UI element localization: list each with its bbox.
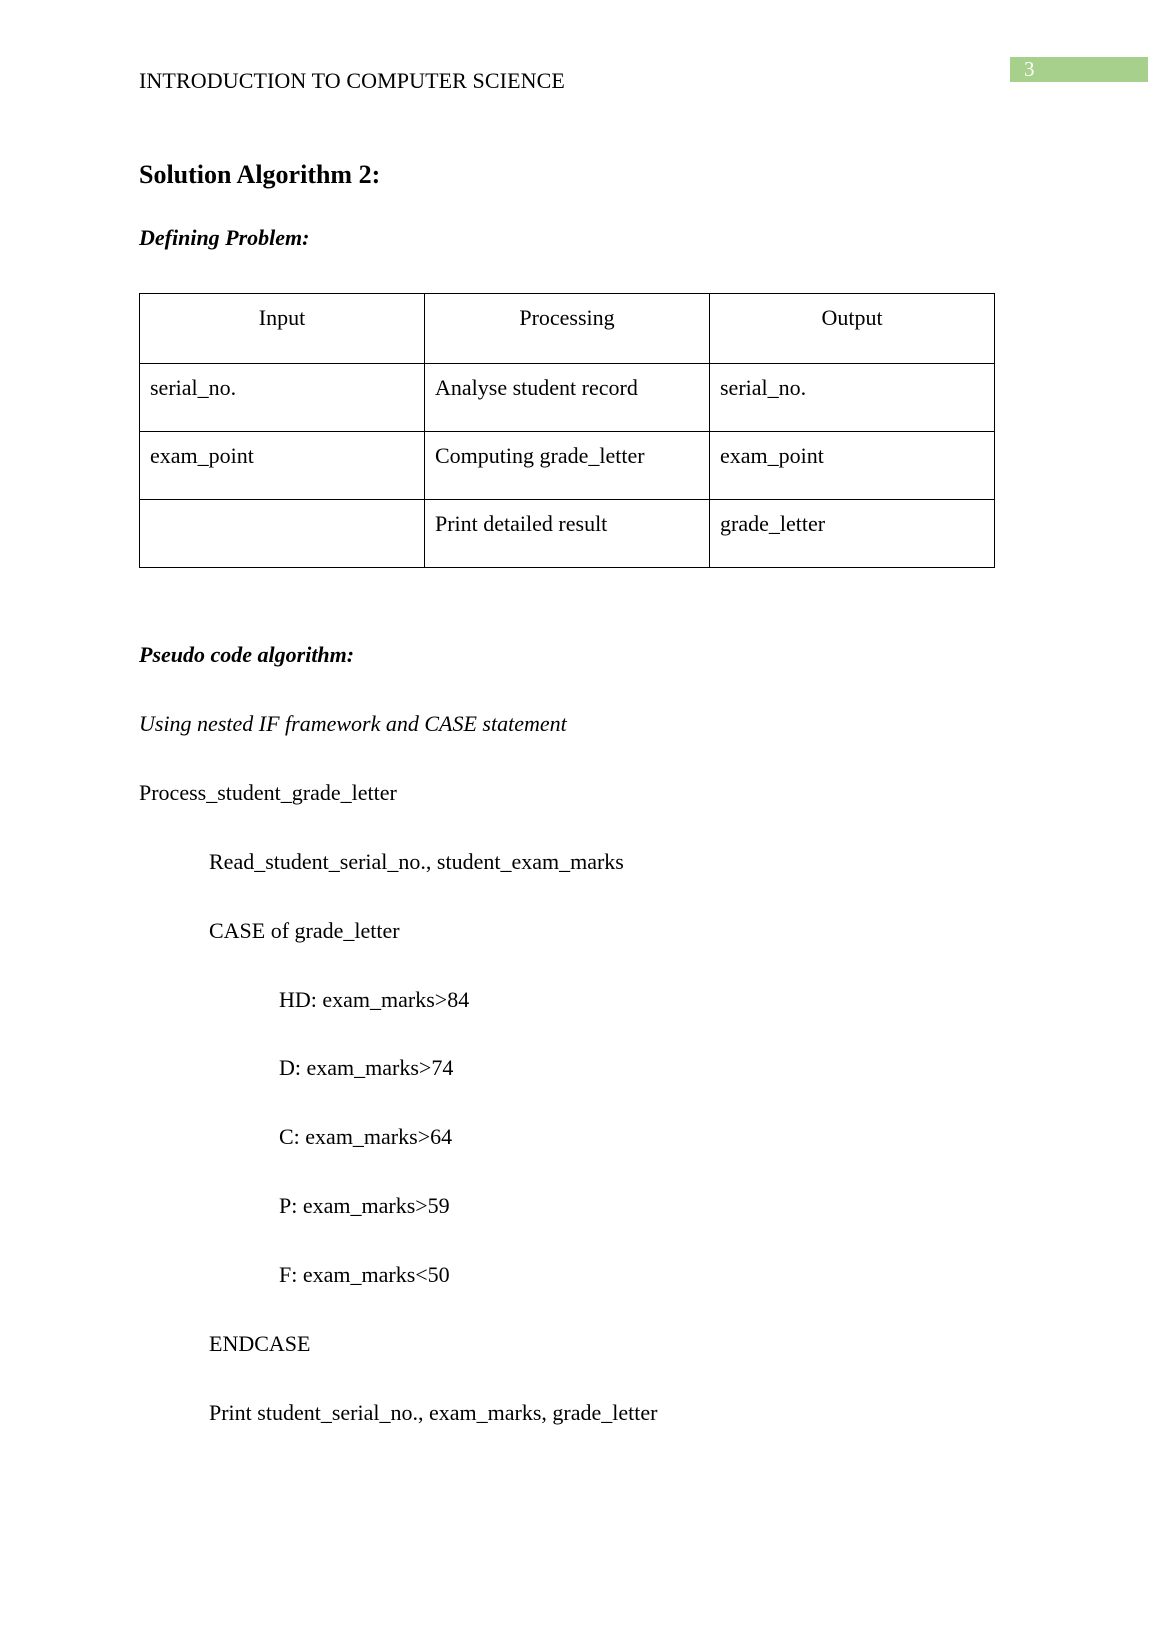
pseudo-code-line: Process_student_grade_letter	[139, 780, 397, 805]
table-cell: Analyse student record	[425, 364, 710, 432]
running-head: INTRODUCTION TO COMPUTER SCIENCE	[139, 68, 565, 93]
defining-problem-table	[139, 293, 995, 568]
table-row	[140, 500, 995, 568]
pseudo-code-line: F: exam_marks<50	[279, 1262, 450, 1287]
page-number: 3	[1010, 57, 1148, 82]
table-cell: exam_point	[140, 432, 425, 500]
table-cell: grade_letter	[710, 500, 995, 568]
table-cell: Print detailed result	[425, 500, 710, 568]
table-cell	[140, 500, 425, 568]
table-row	[140, 364, 995, 432]
pseudo-code-line: CASE of grade_letter	[209, 918, 400, 943]
table-header-row	[140, 294, 995, 364]
pseudo-code-line: D: exam_marks>74	[279, 1055, 454, 1080]
table-row	[140, 432, 995, 500]
pseudo-code-line: C: exam_marks>64	[279, 1124, 453, 1149]
pseudo-code-heading: Pseudo code algorithm:	[139, 642, 355, 667]
table-cell: serial_no.	[710, 364, 995, 432]
pseudo-code-line: Read_student_serial_no., student_exam_marks	[209, 849, 624, 874]
column-header-processing: Processing	[425, 294, 710, 364]
defining-problem-heading: Defining Problem:	[139, 225, 310, 250]
pseudo-code-line: Print student_serial_no., exam_marks, grade_letter	[209, 1400, 658, 1425]
pseudo-code-subtitle: Using nested IF framework and CASE statement	[139, 711, 567, 736]
table-cell: serial_no.	[140, 364, 425, 432]
column-header-input: Input	[140, 294, 425, 364]
column-header-output: Output	[710, 294, 995, 364]
pseudo-code-line: HD: exam_marks>84	[279, 987, 470, 1012]
pseudo-code-line: P: exam_marks>59	[279, 1193, 450, 1218]
table-cell: exam_point	[710, 432, 995, 500]
pseudo-code-line: ENDCASE	[209, 1331, 311, 1356]
section-title: Solution Algorithm 2:	[139, 160, 381, 189]
table-cell: Computing grade_letter	[425, 432, 710, 500]
